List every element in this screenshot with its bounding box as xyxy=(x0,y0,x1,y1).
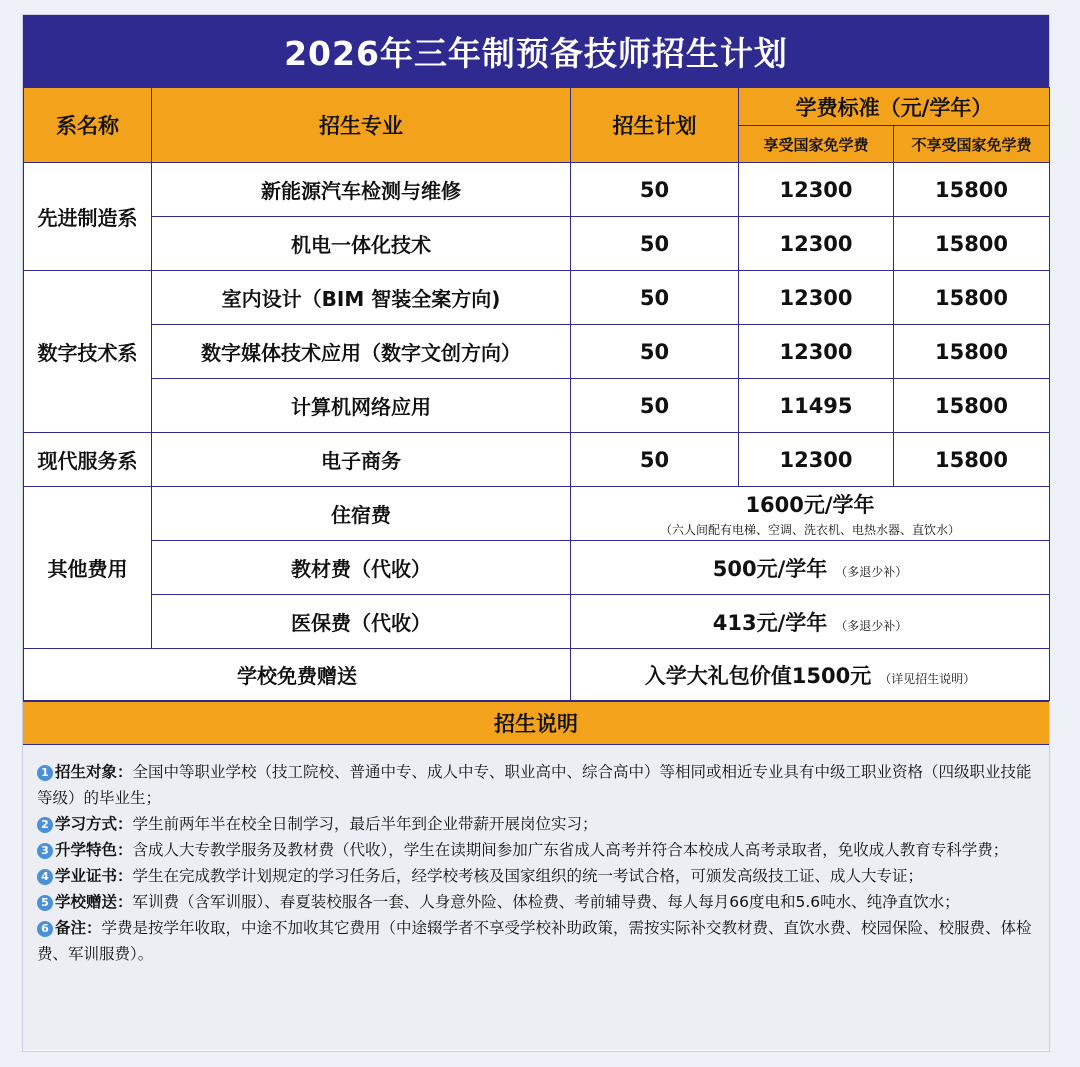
note-text: 军训费（含军训服）、春夏装校服各一套、人身意外险、体检费、考前辅导费、每人每月66度电和5.6吨水、纯净直饮水； xyxy=(132,893,960,911)
fee-note: （六人间配有电梯、空调、洗衣机、电热水器、直饮水） xyxy=(660,523,961,537)
note-item xyxy=(37,811,1035,837)
number-badge-icon: 6 xyxy=(37,921,53,937)
tuition-nonfree: 15800 xyxy=(894,433,1050,487)
major-name: 数字媒体技术应用（数字文创方向） xyxy=(152,325,571,379)
plan-count: 50 xyxy=(571,433,739,487)
gift-note: （详见招生说明） xyxy=(879,671,976,686)
tuition-nonfree: 15800 xyxy=(894,325,1050,379)
major-name: 计算机网络应用 xyxy=(152,379,571,433)
header-nonfree: 不享受国家免学费 xyxy=(894,126,1050,163)
fee-name: 医保费（代收） xyxy=(152,595,571,649)
note-label: 招生对象： xyxy=(55,763,133,781)
note-label: 学习方式： xyxy=(55,815,133,833)
major-name: 室内设计（BIM 智装全案方向) xyxy=(152,271,571,325)
note-text: 全国中等职业学校（技工院校、普通中专、成人中专、职业高中、综合高中）等相同或相近专业具有中级工职业资格（四级职业技能等级）的毕业生； xyxy=(37,763,1032,807)
note-text: 含成人大专教学服务及教材费（代收），学生在读期间参加广东省成人高考并符合本校成人高考录取者，免收成人教育专科学费； xyxy=(132,841,1009,859)
fee-row xyxy=(24,541,1050,595)
table-row xyxy=(24,271,1050,325)
notes-panel xyxy=(23,745,1049,1050)
table-row xyxy=(24,379,1050,433)
fee-note: （多退少补） xyxy=(835,618,908,633)
note-item xyxy=(37,889,1035,915)
number-badge-icon: 5 xyxy=(37,895,53,911)
note-label: 学业证书： xyxy=(55,867,133,885)
note-label: 备注： xyxy=(55,919,102,937)
page-title: 2026年三年制预备技师招生计划 xyxy=(23,15,1049,87)
table-row xyxy=(24,163,1050,217)
table-row xyxy=(24,217,1050,271)
note-text: 学费是按学年收取，中途不加收其它费用（中途辍学者不享受学校补助政策，需按实际补交教材费、直饮水费、校园保险、校服费、体检费、军训服费）。 xyxy=(37,919,1032,963)
gift-label: 学校免费赠送 xyxy=(24,649,571,701)
tuition-free: 12300 xyxy=(739,217,894,271)
header-plan: 招生计划 xyxy=(571,88,739,163)
enrollment-sheet xyxy=(22,14,1050,1052)
header-tuition: 学费标准（元/学年） xyxy=(739,88,1050,126)
tuition-free: 12300 xyxy=(739,325,894,379)
fee-value: 500元/学年 xyxy=(712,556,828,581)
enrollment-table xyxy=(23,87,1050,701)
gift-value: 入学大礼包价值1500元 xyxy=(644,663,872,688)
tuition-nonfree: 15800 xyxy=(894,379,1050,433)
note-text: 学生在完成教学计划规定的学习任务后，经学校考核及国家组织的统一考试合格，可颁发高级技工证、成人大专证； xyxy=(132,867,924,885)
fee-value-cell xyxy=(571,541,1050,595)
fee-name: 教材费（代收） xyxy=(152,541,571,595)
note-item xyxy=(37,759,1035,811)
dept-name: 先进制造系 xyxy=(24,163,152,271)
number-badge-icon: 4 xyxy=(37,869,53,885)
dept-name: 数字技术系 xyxy=(24,271,152,433)
tuition-nonfree: 15800 xyxy=(894,217,1050,271)
fee-value: 413元/学年 xyxy=(712,610,828,635)
note-item xyxy=(37,863,1035,889)
number-badge-icon: 2 xyxy=(37,817,53,833)
plan-count: 50 xyxy=(571,325,739,379)
tuition-free: 11495 xyxy=(739,379,894,433)
gift-row xyxy=(24,649,1050,701)
number-badge-icon: 1 xyxy=(37,765,53,781)
plan-count: 50 xyxy=(571,379,739,433)
plan-count: 50 xyxy=(571,163,739,217)
fee-value-cell xyxy=(571,487,1050,541)
tuition-free: 12300 xyxy=(739,433,894,487)
note-text: 学生前两年半在校全日制学习，最后半年到企业带薪开展岗位实习； xyxy=(132,815,598,833)
table-row xyxy=(24,325,1050,379)
header-major: 招生专业 xyxy=(152,88,571,163)
tuition-nonfree: 15800 xyxy=(894,163,1050,217)
fee-note: （多退少补） xyxy=(835,564,908,579)
fee-row xyxy=(24,487,1050,541)
fee-value-cell xyxy=(571,595,1050,649)
note-item xyxy=(37,915,1035,967)
dept-name: 现代服务系 xyxy=(24,433,152,487)
fee-value: 1600元/学年 xyxy=(745,493,875,517)
notes-title: 招生说明 xyxy=(23,701,1049,745)
tuition-free: 12300 xyxy=(739,271,894,325)
plan-count: 50 xyxy=(571,271,739,325)
header-dept: 系名称 xyxy=(24,88,152,163)
gift-value-cell xyxy=(571,649,1050,701)
other-fees-label: 其他费用 xyxy=(24,487,152,649)
plan-count: 50 xyxy=(571,217,739,271)
note-item xyxy=(37,837,1035,863)
major-name: 电子商务 xyxy=(152,433,571,487)
fee-name: 住宿费 xyxy=(152,487,571,541)
major-name: 机电一体化技术 xyxy=(152,217,571,271)
tuition-free: 12300 xyxy=(739,163,894,217)
number-badge-icon: 3 xyxy=(37,843,53,859)
major-name: 新能源汽车检测与维修 xyxy=(152,163,571,217)
tuition-nonfree: 15800 xyxy=(894,271,1050,325)
note-label: 升学特色： xyxy=(55,841,133,859)
header-free: 享受国家免学费 xyxy=(739,126,894,163)
fee-row xyxy=(24,595,1050,649)
note-label: 学校赠送： xyxy=(55,893,133,911)
table-row xyxy=(24,433,1050,487)
